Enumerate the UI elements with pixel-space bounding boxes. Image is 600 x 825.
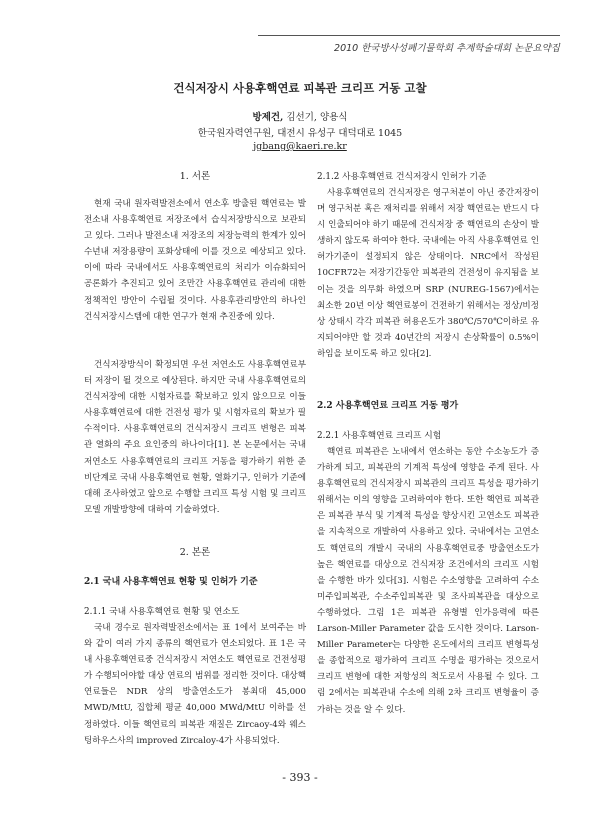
section-heading-2-2: 2.2 사용후핵연료 크리프 거동 평가 [317, 401, 459, 411]
section-heading-introduction: 1. 서론 [179, 171, 211, 182]
co-authors: 김선기, 양용식 [283, 112, 348, 123]
paragraph-2-1-2: 사용후핵연료의 건식저장은 영구처분이 아닌 중간저장이며 영구처분 혹은 재처리를 위해서 저장 핵연료는 반드시 다시 인출되어야 하기 때문에 건식저장 중 핵연료의 손상이 발생하지 않도록 하여야 한다. 국내에는 아직 사용후핵연료 인허가기준이 설정되지 않은 상태이다. NRC에서 작성된 10CFR72는 저장기간동안 피복관의 건전성이 유지됨을 보이는 것을 의무화 하였으며 SRP (NUREG-1567)에서는 최소한 20년 이상 핵연료봉이 건전하기 위해서는 정상/비정상 상태시 각각 피복관 허용온도가 380℃/570℃이하로 유지되어야만 할 것과 40년간의 저장시 손상확률이 0.5%이하임을 보이도록 하고 있다[2]. [317, 188, 539, 359]
header-rule [258, 35, 560, 36]
page-number: - 393 - [282, 771, 318, 784]
subsection-heading-2-1-1: 2.1.1 국내 사용후핵연료 현황 및 연소도 [84, 607, 240, 617]
affiliation: 한국원자력연구원, 대전시 유성구 대덕대로 1045 [197, 128, 403, 139]
lead-author: 방제건, [252, 112, 284, 123]
subsection-heading-2-2-1: 2.2.1 사용후핵연료 크리프 시험 [317, 431, 442, 441]
conference-header: 2010 한국방사성폐기물학회 추계학술대회 논문요약집 [334, 43, 560, 54]
paragraph-intro-2: 건식저장방식이 확정되면 우선 저연소도 사용후핵연료부터 저장이 될 것으로 예상된다. 하지만 국내 사용후핵연료의 건식저장에 대한 시험자료를 확보하고 있지 않으므로 이들 사용후핵연료에 대한 건전성 평가 및 시험자료의 확보가 필수적이다. 사용후핵연료의 건식저장시 크리프 변형은 피복관 열화의 주요 요인중의 하나이다[1]. 본 논문에서는 국내 저연소도 사용후핵연료의 크리프 거동을 평가하기 위한 준비단계로 국내 사용후핵연료 현황, 열화기구, 인허가 기준에 대해 조사하였고 앞으로 수행할 크리프 특성 시험 및 크리프 모델 개발방향에 대하여 기술하였다. [84, 360, 306, 515]
subsection-heading-2-1-2: 2.1.2 사용후핵연료 건식저장시 인허가 기준 [317, 172, 487, 182]
paper-title: 건식저장시 사용후핵연료 피복관 크리프 거동 고찰 [173, 81, 427, 95]
section-heading-body: 2. 본론 [179, 547, 211, 558]
email-link[interactable]: jgbang@kaeri.re.kr [253, 141, 347, 152]
authors [0, 109, 600, 123]
paragraph-2-1-1: 국내 경수로 원자력발전소에서는 표 1에서 보여주는 바와 같이 여러 가지 종류의 핵연료가 연소되었다. 표 1은 국내 사용후핵연료중 건식저장시 저연소도 핵연료로 건전성평가 수행되어야할 대상 연료의 범위를 정리한 것이다. 대상핵연료들은 NDR 상의 방출연소도가 봉최대 45,000 MWD/MtU, 집합체 평균 40,000 MWd/MtU 이하를 선정하였다. 이들 핵연료의 피복관 재질은 Zircaoy-4와 웨스팅하우스사의 improved Zircaloy-4가 사용되었다. [84, 623, 306, 746]
email [0, 141, 600, 152]
paragraph-intro-1: 현재 국내 원자력발전소에서 연소후 방출된 핵연료는 발전소내 사용후핵연료 저장조에서 습식저장방식으로 보관되고 있다. 그러나 발전소내 저장조의 저장능력의 한계가 있어 수년내 저장용량이 포화상태에 이를 것으로 예상되고 있다. 이에 따라 국내에서도 사용후핵연료의 처리가 이슈화되어 공론화가 추진되고 있어 조만간 사용후핵연료 관리에 대한 정책적인 방안이 수립될 것이다. 사용후관리방안의 하나인 건식저장시스템에 대한 연구가 현재 추진중에 있다. [84, 199, 306, 322]
paragraph-2-2-1: 핵연료 피복관은 노내에서 연소하는 동안 수소농도가 증가하게 되고, 피복관의 기계적 특성에 영향을 주게 된다. 사용후핵연료의 건식저장시 피복관의 크리프 특성을 평가하기 위해서는 이의 영향을 고려하여야 한다. 또한 핵연료 피복관은 피복관 부식 및 기계적 특성을 향상시킨 고연소도 피복관을 지속적으로 개발하여 사용하고 있다. 국내에서는 고연소도 핵연료의 개발시 국내의 사용후핵연료중 방출연소도가 높은 핵연료를 대상으로 건식저장 조건에서의 크리프 시험을 수행한 바가 있다[3]. 시험은 수소영향을 고려하여 수소미주입피복관, 수소주입피복관 및 조사피복관을 대상으로 수행하였다. 그림 1은 피복관 유형별 인가응력에 따른 Larson-Miller Parameter 값을 도시한 것이다. Larson-Miller Parameter는 다양한 온도에서의 크리프 변형특성을 종합적으로 평가하여 크리프 수명을 평가하는 것으로서 크리프 변형에 대한 저항성의 척도로서 사용될 수 있다. 그림 2에서는 피복관내 수소에 의해 2차 크리프 변형율이 증가하는 것을 알 수 있다. [317, 447, 539, 715]
section-heading-2-1: 2.1 국내 사용후핵연료 현황 및 인허가 기준 [84, 577, 258, 587]
